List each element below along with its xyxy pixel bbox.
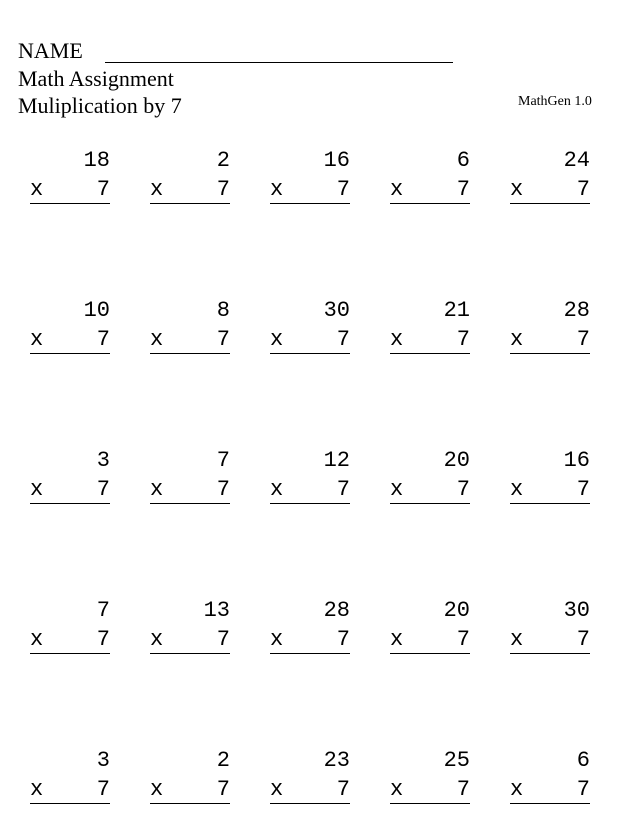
problem-top-number: 8 <box>216 298 230 323</box>
multiply-operator: x <box>510 627 524 652</box>
problem-1-4 <box>390 148 470 208</box>
problem-top-number: 20 <box>443 598 470 623</box>
multiply-operator: x <box>30 327 44 352</box>
problem-multiplier: 7 <box>456 177 470 202</box>
problem-5-2 <box>150 748 230 808</box>
answer-line <box>150 653 230 654</box>
problem-multiplier: 7 <box>96 627 110 652</box>
problem-3-1 <box>30 448 110 508</box>
problem-multiplier: 7 <box>336 327 350 352</box>
answer-line <box>150 803 230 804</box>
problem-1-2 <box>150 148 230 208</box>
multiply-operator: x <box>270 477 284 502</box>
problem-multiplier: 7 <box>456 477 470 502</box>
problem-top-number: 28 <box>563 298 590 323</box>
multiply-operator: x <box>150 477 164 502</box>
answer-line <box>390 203 470 204</box>
problem-multiplier: 7 <box>576 177 590 202</box>
multiply-operator: x <box>30 777 44 802</box>
problem-multiplier: 7 <box>456 327 470 352</box>
problem-1-1 <box>30 148 110 208</box>
answer-line <box>270 503 350 504</box>
problem-3-4 <box>390 448 470 508</box>
problem-multiplier: 7 <box>336 777 350 802</box>
problem-multiplier: 7 <box>216 177 230 202</box>
multiply-operator: x <box>510 177 524 202</box>
problem-multiplier: 7 <box>576 627 590 652</box>
problem-multiplier: 7 <box>336 477 350 502</box>
problem-top-number: 7 <box>216 448 230 473</box>
problem-5-4 <box>390 748 470 808</box>
problem-top-number: 30 <box>563 598 590 623</box>
problem-4-5 <box>510 598 590 658</box>
answer-line <box>30 503 110 504</box>
answer-line <box>30 653 110 654</box>
generator-label: MathGen 1.0 <box>518 94 592 109</box>
problem-multiplier: 7 <box>336 177 350 202</box>
answer-line <box>30 203 110 204</box>
problem-top-number: 6 <box>456 148 470 173</box>
answer-line <box>390 353 470 354</box>
multiply-operator: x <box>270 177 284 202</box>
multiply-operator: x <box>510 327 524 352</box>
problem-2-3 <box>270 298 350 358</box>
answer-line <box>510 803 590 804</box>
problem-top-number: 3 <box>96 748 110 773</box>
problem-multiplier: 7 <box>456 777 470 802</box>
problem-5-5 <box>510 748 590 808</box>
problem-top-number: 16 <box>323 148 350 173</box>
multiply-operator: x <box>30 627 44 652</box>
problem-5-1 <box>30 748 110 808</box>
multiply-operator: x <box>150 177 164 202</box>
problem-multiplier: 7 <box>576 777 590 802</box>
multiply-operator: x <box>510 777 524 802</box>
answer-line <box>30 803 110 804</box>
problem-top-number: 6 <box>576 748 590 773</box>
answer-line <box>390 503 470 504</box>
problem-2-5 <box>510 298 590 358</box>
assignment-subtitle: Muliplication by 7 <box>18 93 182 118</box>
problem-top-number: 16 <box>563 448 590 473</box>
multiply-operator: x <box>150 627 164 652</box>
problem-2-2 <box>150 298 230 358</box>
problem-top-number: 18 <box>83 148 110 173</box>
problem-top-number: 21 <box>443 298 470 323</box>
answer-line <box>150 503 230 504</box>
problem-top-number: 10 <box>83 298 110 323</box>
answer-line <box>270 353 350 354</box>
answer-line <box>270 203 350 204</box>
problem-multiplier: 7 <box>96 477 110 502</box>
problem-4-4 <box>390 598 470 658</box>
problem-top-number: 2 <box>216 748 230 773</box>
name-label: NAME <box>18 38 83 63</box>
problem-multiplier: 7 <box>576 477 590 502</box>
problem-multiplier: 7 <box>216 777 230 802</box>
problem-multiplier: 7 <box>336 627 350 652</box>
problem-multiplier: 7 <box>216 327 230 352</box>
multiply-operator: x <box>150 777 164 802</box>
answer-line <box>270 653 350 654</box>
problem-top-number: 3 <box>96 448 110 473</box>
answer-line <box>270 803 350 804</box>
multiply-operator: x <box>30 477 44 502</box>
problem-3-2 <box>150 448 230 508</box>
problem-2-1 <box>30 298 110 358</box>
problem-top-number: 7 <box>96 598 110 623</box>
problem-multiplier: 7 <box>96 177 110 202</box>
answer-line <box>390 803 470 804</box>
problem-3-3 <box>270 448 350 508</box>
multiply-operator: x <box>270 777 284 802</box>
answer-line <box>150 353 230 354</box>
problem-multiplier: 7 <box>216 477 230 502</box>
answer-line <box>510 653 590 654</box>
problem-multiplier: 7 <box>576 327 590 352</box>
answer-line <box>150 203 230 204</box>
problem-3-5 <box>510 448 590 508</box>
problem-top-number: 24 <box>563 148 590 173</box>
problem-4-1 <box>30 598 110 658</box>
problem-multiplier: 7 <box>216 627 230 652</box>
multiply-operator: x <box>150 327 164 352</box>
problem-top-number: 25 <box>443 748 470 773</box>
answer-line <box>510 203 590 204</box>
assignment-title: Math Assignment <box>18 66 174 91</box>
multiply-operator: x <box>390 327 404 352</box>
problem-top-number: 30 <box>323 298 350 323</box>
multiply-operator: x <box>510 477 524 502</box>
multiply-operator: x <box>390 777 404 802</box>
multiply-operator: x <box>270 327 284 352</box>
problem-4-2 <box>150 598 230 658</box>
multiply-operator: x <box>390 477 404 502</box>
problem-1-5 <box>510 148 590 208</box>
problem-2-4 <box>390 298 470 358</box>
answer-line <box>390 653 470 654</box>
problem-multiplier: 7 <box>96 777 110 802</box>
problem-multiplier: 7 <box>96 327 110 352</box>
problem-4-3 <box>270 598 350 658</box>
answer-line <box>30 353 110 354</box>
multiply-operator: x <box>390 177 404 202</box>
problem-1-3 <box>270 148 350 208</box>
answer-line <box>510 353 590 354</box>
multiply-operator: x <box>390 627 404 652</box>
answer-line <box>510 503 590 504</box>
problem-top-number: 28 <box>323 598 350 623</box>
multiply-operator: x <box>270 627 284 652</box>
problem-top-number: 13 <box>203 598 230 623</box>
multiply-operator: x <box>30 177 44 202</box>
problem-top-number: 2 <box>216 148 230 173</box>
problem-top-number: 12 <box>323 448 350 473</box>
problem-multiplier: 7 <box>456 627 470 652</box>
problem-top-number: 20 <box>443 448 470 473</box>
problem-top-number: 23 <box>323 748 350 773</box>
problem-5-3 <box>270 748 350 808</box>
